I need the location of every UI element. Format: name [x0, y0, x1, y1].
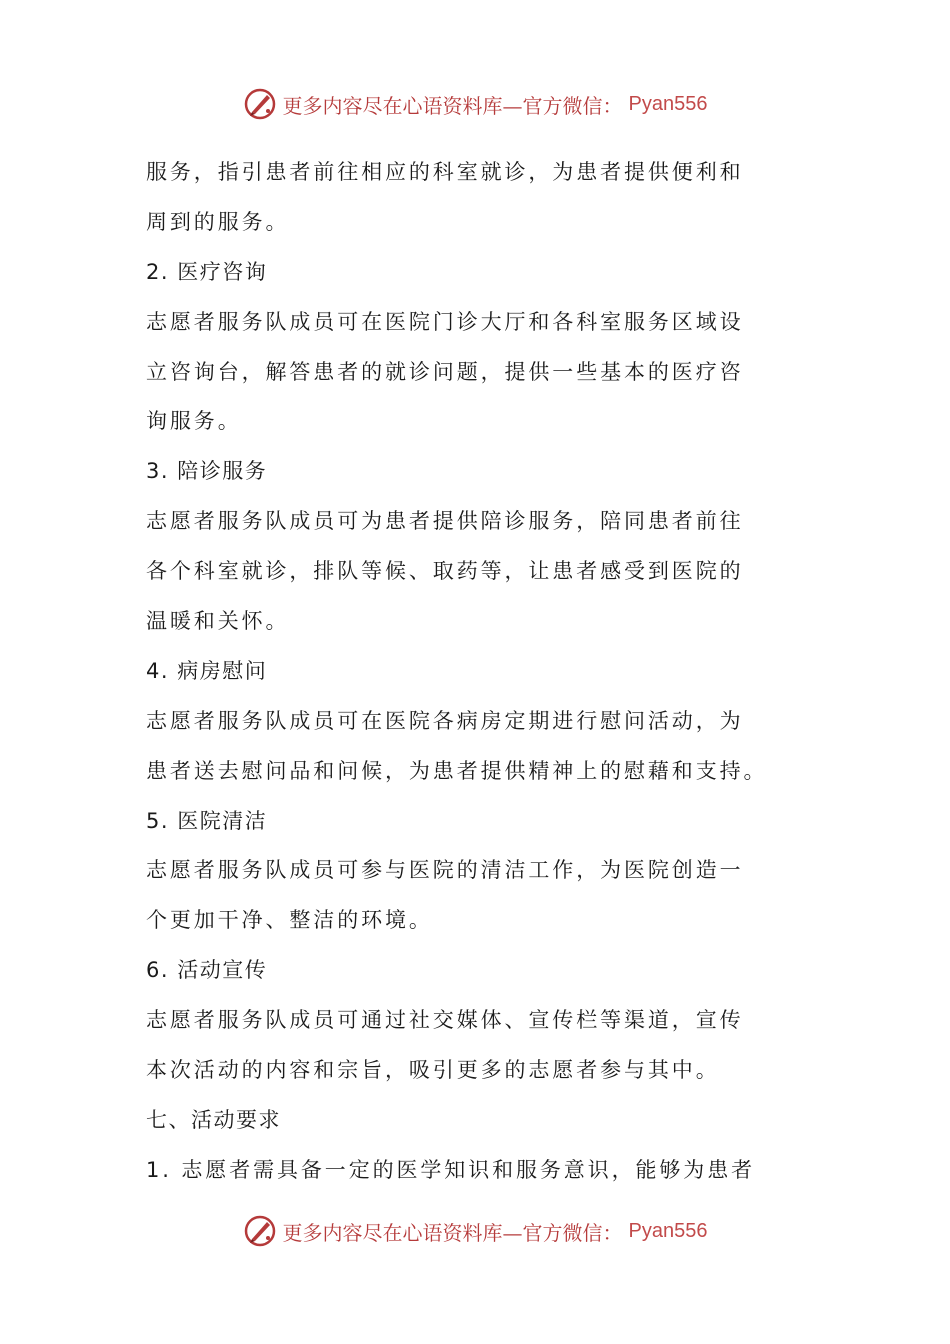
header-wechat-id: Pyan556 — [628, 92, 708, 115]
document-body — [146, 148, 808, 1196]
section-heading: 2. 医疗咨询 — [146, 259, 268, 284]
section-heading: 4. 病房慰问 — [146, 658, 268, 683]
text-line: 1. 志愿者需具备一定的医学知识和服务意识，能够为患者 — [146, 1157, 756, 1182]
page-footer — [0, 1211, 950, 1251]
text-line: 立咨询台，解答患者的就诊问题，提供一些基本的医疗咨 — [146, 359, 744, 384]
text-line: 志愿者服务队成员可在医院门诊大厅和各科室服务区域设 — [146, 309, 744, 334]
section-heading: 6. 活动宣传 — [146, 958, 268, 983]
text-line: 志愿者服务队成员可为患者提供陪诊服务，陪同患者前往 — [146, 509, 744, 534]
section-heading: 5. 医院清洁 — [146, 808, 268, 833]
footer-wechat-id: Pyan556 — [628, 1219, 708, 1242]
text-line: 志愿者服务队成员可通过社交媒体、宣传栏等渠道，宣传 — [146, 1008, 744, 1033]
header-brand-text: 更多内容尽在心语资料库—官方微信： — [282, 93, 623, 118]
text-line: 询服务。 — [146, 409, 242, 434]
text-line: 本次活动的内容和宗旨，吸引更多的志愿者参与其中。 — [146, 1058, 720, 1083]
text-line: 服务，指引患者前往相应的科室就诊，为患者提供便利和 — [146, 160, 744, 184]
section-heading: 3. 陪诊服务 — [146, 459, 268, 484]
text-line: 周到的服务。 — [146, 209, 290, 234]
pen-logo-icon — [243, 87, 277, 121]
pen-logo-icon — [243, 1214, 277, 1248]
text-line: 患者送去慰问品和问候，为患者提供精神上的慰藉和支持。 — [146, 758, 768, 783]
text-line: 志愿者服务队成员可在医院各病房定期进行慰问活动，为 — [146, 708, 744, 733]
page-header — [0, 84, 950, 124]
header-brand — [243, 87, 708, 121]
text-line: 温暖和关怀。 — [146, 609, 290, 634]
text-line: 个更加干净、整洁的环境。 — [146, 908, 433, 933]
footer-brand-text: 更多内容尽在心语资料库—官方微信： — [282, 1220, 623, 1245]
section-heading: 七、活动要求 — [146, 1107, 281, 1132]
text-line: 各个科室就诊，排队等候、取药等，让患者感受到医院的 — [146, 559, 744, 584]
text-line: 志愿者服务队成员可参与医院的清洁工作，为医院创造一 — [146, 858, 744, 883]
footer-brand — [243, 1214, 708, 1248]
